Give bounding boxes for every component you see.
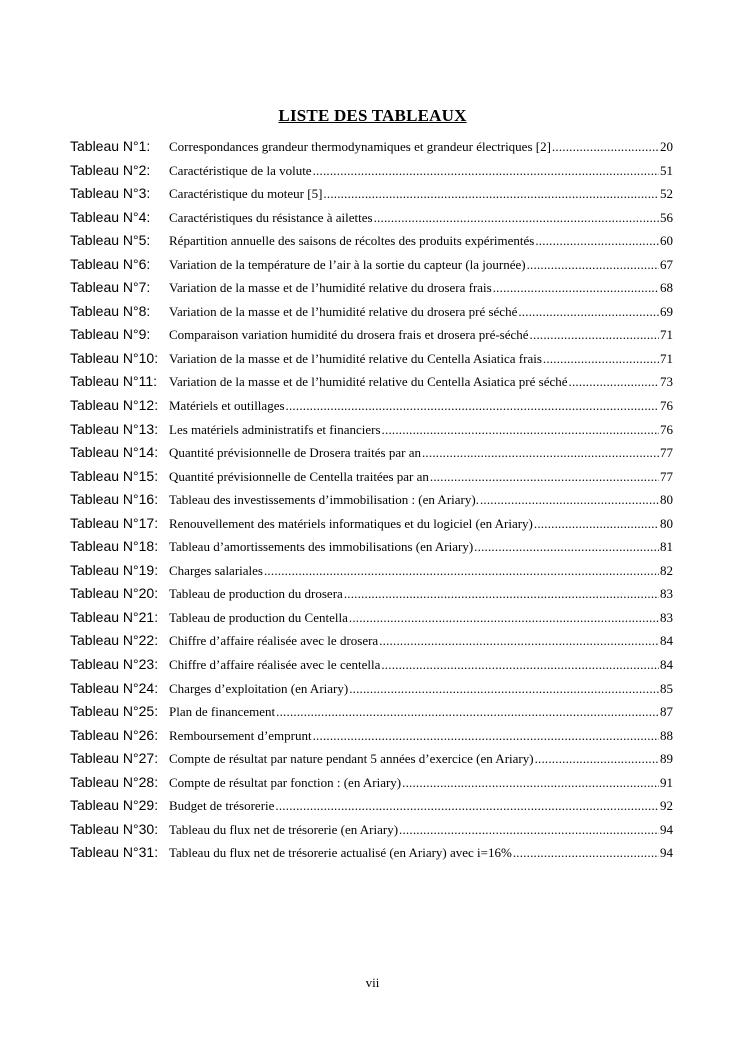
toc-entry (70, 538, 673, 562)
page-title: LISTE DES TABLEAUX (278, 106, 467, 125)
toc-entry-title: Tableau de production du Centella (169, 609, 348, 625)
toc-entry-page: 67 (660, 256, 673, 272)
page-number-footer: vii (365, 975, 380, 990)
toc-entry-body (169, 257, 673, 273)
toc-entry-page: 85 (660, 680, 673, 696)
toc-entry-label: Tableau N°2: (70, 161, 151, 178)
toc-entry-label: Tableau N°31: (70, 844, 159, 861)
toc-entry-page: 83 (660, 586, 673, 602)
toc-entry-body (169, 775, 673, 791)
toc-entry (70, 444, 673, 468)
dot-leader (344, 586, 659, 602)
toc-entry (70, 397, 673, 421)
dot-leader (313, 728, 659, 744)
dot-leader (535, 233, 659, 249)
toc-entry-title: Charges salariales (169, 562, 263, 578)
toc-entry-page: 77 (660, 468, 673, 484)
toc-entry-label: Tableau N°5: (70, 232, 151, 249)
dot-leader (379, 633, 659, 649)
toc-entry-title: Tableau du flux net de trésorerie actualisé (en Ariary) avec i=16% (169, 845, 512, 861)
toc-entry-page: 80 (660, 515, 673, 531)
toc-entry-body (169, 327, 673, 343)
toc-entry-page: 20 (660, 139, 673, 154)
toc-entry-page: 60 (660, 233, 673, 249)
toc-entry (70, 232, 673, 256)
toc-entry-title: Répartition annuelle des saisons de récoltes des produits expérimentés (169, 233, 535, 249)
toc-entry (70, 656, 673, 680)
toc-entry-label: Tableau N°24: (70, 679, 159, 696)
toc-entry-label: Tableau N°26: (70, 726, 159, 743)
toc-entry (70, 373, 673, 397)
table-of-tables (70, 138, 673, 868)
toc-entry-page: 76 (660, 421, 673, 437)
toc-entry-label: Tableau N°27: (70, 750, 159, 767)
toc-entry-body (169, 610, 673, 626)
toc-entry-label: Tableau N°4: (70, 208, 151, 225)
toc-entry-page: 81 (660, 539, 673, 555)
toc-entry-page: 87 (660, 704, 673, 720)
dot-leader (552, 139, 659, 155)
toc-entry-label: Tableau N°3: (70, 185, 151, 202)
toc-entry-label: Tableau N°21: (70, 608, 159, 625)
toc-entry-body (169, 751, 673, 767)
dot-leader (430, 469, 659, 485)
dot-leader (480, 492, 659, 508)
dot-leader (534, 516, 659, 532)
toc-entry-title: Renouvellement des matériels informatiques et du logiciel (en Ariary) (169, 515, 533, 531)
toc-entry-body (169, 233, 673, 249)
toc-entry (70, 138, 673, 162)
toc-entry-body (169, 586, 673, 602)
toc-entry (70, 797, 673, 821)
toc-entry (70, 680, 673, 704)
dot-leader (374, 210, 659, 226)
toc-entry-page: 71 (660, 350, 673, 366)
toc-entry-title: Budget de trésorerie (169, 798, 275, 814)
toc-entry-title: Tableau de production du drosera (169, 586, 343, 602)
toc-entry-title: Quantité prévisionnelle de Drosera traités par an (169, 445, 421, 461)
toc-entry-title: Compte de résultat par nature pendant 5 années d’exercice (en Ariary) (169, 751, 534, 767)
toc-entry-title: Quantité prévisionnelle de Centella traitées par an (169, 468, 429, 484)
toc-entry-page: 52 (660, 186, 673, 202)
dot-leader (323, 186, 659, 202)
toc-entry-page: 94 (660, 821, 673, 837)
dot-leader (402, 775, 659, 791)
toc-entry (70, 515, 673, 539)
toc-entry-title: Correspondances grandeur thermodynamiques et grandeur électriques [2] (169, 139, 551, 154)
toc-entry-body (169, 445, 673, 461)
toc-entry-label: Tableau N°15: (70, 467, 159, 484)
toc-entry-body (169, 539, 673, 555)
dot-leader (422, 445, 659, 461)
toc-entry-label: Tableau N°6: (70, 255, 151, 272)
toc-entry (70, 350, 673, 374)
dot-leader (543, 351, 659, 367)
toc-entry-body (169, 351, 673, 367)
toc-entry (70, 774, 673, 798)
toc-entry-title: Caractéristique de la volute (169, 162, 312, 178)
toc-entry-body (169, 139, 673, 155)
toc-entry-body (169, 657, 673, 673)
dot-leader (527, 257, 659, 273)
toc-entry (70, 468, 673, 492)
toc-entry-body (169, 728, 673, 744)
toc-entry-page: 91 (660, 774, 673, 790)
dot-leader (493, 280, 659, 296)
toc-entry-title: Variation de la température de l’air à la sortie du capteur (la journée) (169, 256, 526, 272)
toc-entry-title: Chiffre d’affaire réalisée avec le drosera (169, 633, 379, 649)
toc-entry-body (169, 374, 673, 390)
toc-entry-page: 51 (660, 162, 673, 178)
toc-entry-label: Tableau N°12: (70, 397, 159, 414)
toc-entry-label: Tableau N°29: (70, 797, 159, 814)
toc-entry (70, 821, 673, 845)
toc-entry-body (169, 210, 673, 226)
toc-entry-title: Tableau du flux net de trésorerie (en Ariary) (169, 821, 399, 837)
toc-entry-body (169, 681, 673, 697)
toc-entry-body (169, 280, 673, 296)
toc-entry (70, 209, 673, 233)
toc-entry-label: Tableau N°7: (70, 279, 151, 296)
toc-entry (70, 750, 673, 774)
toc-entry (70, 421, 673, 445)
toc-entry-title: Tableau des investissements d’immobilisation : (en Ariary). (169, 492, 479, 508)
toc-entry-body (169, 822, 673, 838)
toc-entry-page: 83 (660, 609, 673, 625)
toc-entry-body (169, 516, 673, 532)
toc-entry (70, 632, 673, 656)
toc-entry (70, 562, 673, 586)
toc-entry-label: Tableau N°25: (70, 703, 159, 720)
toc-entry-body (169, 186, 673, 202)
dot-leader (349, 681, 659, 697)
toc-entry-body (169, 492, 673, 508)
toc-entry-label: Tableau N°9: (70, 326, 151, 343)
toc-entry (70, 491, 673, 515)
toc-entry-page: 94 (660, 845, 673, 861)
toc-entry-label: Tableau N°13: (70, 420, 159, 437)
toc-entry-title: Variation de la masse et de l’humidité relative du drosera frais (169, 280, 492, 296)
dot-leader (569, 374, 659, 390)
toc-entry-body (169, 304, 673, 320)
toc-entry-title: Variation de la masse et de l’humidité relative du Centella Asiatica pré séché (169, 374, 568, 390)
toc-entry-page: 56 (660, 209, 673, 225)
toc-entry-title: Compte de résultat par fonction : (en Ariary) (169, 774, 402, 790)
toc-entry-title: Tableau d’amortissements des immobilisations (en Ariary) (169, 539, 474, 555)
toc-entry-page: 92 (660, 798, 673, 814)
dot-leader (349, 610, 659, 626)
toc-entry-title: Variation de la masse et de l’humidité relative du Centella Asiatica frais (169, 350, 542, 366)
toc-entry-body (169, 798, 673, 814)
dot-leader (286, 398, 659, 414)
toc-entry-body (169, 845, 673, 861)
toc-entry-page: 73 (660, 374, 673, 390)
toc-entry-label: Tableau N°11: (70, 373, 158, 390)
toc-entry-label: Tableau N°16: (70, 491, 159, 508)
toc-entry-label: Tableau N°30: (70, 820, 159, 837)
toc-entry-body (169, 422, 673, 438)
dot-leader (474, 539, 659, 555)
toc-entry (70, 279, 673, 303)
toc-entry-title: Variation de la masse et de l’humidité relative du drosera pré séché (169, 303, 518, 319)
toc-entry-label: Tableau N°28: (70, 773, 159, 790)
dot-leader (530, 327, 659, 343)
toc-entry (70, 162, 673, 186)
toc-entry-page: 84 (660, 633, 673, 649)
toc-entry (70, 256, 673, 280)
toc-entry (70, 585, 673, 609)
toc-entry-title: Caractéristiques du résistance à ailettes (169, 209, 373, 225)
toc-entry-label: Tableau N°10: (70, 349, 159, 366)
toc-entry (70, 844, 673, 868)
toc-entry-page: 68 (660, 280, 673, 296)
toc-entry-title: Caractéristique du moteur [5] (169, 186, 323, 202)
dot-leader (535, 751, 659, 767)
toc-entry-label: Tableau N°8: (70, 302, 151, 319)
toc-entry-page: 71 (660, 327, 673, 343)
toc-entry-page: 76 (660, 398, 673, 414)
toc-entry-label: Tableau N°20: (70, 585, 159, 602)
toc-entry-label: Tableau N°17: (70, 514, 159, 531)
toc-entry (70, 609, 673, 633)
dot-leader (276, 704, 659, 720)
toc-entry-page: 88 (660, 727, 673, 743)
toc-entry (70, 703, 673, 727)
toc-entry-body (169, 398, 673, 414)
toc-entry-page: 69 (660, 303, 673, 319)
dot-leader (382, 422, 659, 438)
toc-entry-page: 84 (660, 657, 673, 673)
dot-leader (264, 563, 659, 579)
toc-entry-title: Chiffre d’affaire réalisée avec le centella (169, 657, 381, 673)
toc-entry-label: Tableau N°23: (70, 656, 159, 673)
toc-entry (70, 326, 673, 350)
toc-entry-body (169, 633, 673, 649)
dot-leader (518, 304, 659, 320)
toc-entry-body (169, 469, 673, 485)
toc-entry-title: Plan de financement (169, 704, 276, 720)
dot-leader (513, 845, 659, 861)
toc-entry-body (169, 704, 673, 720)
dot-leader (399, 822, 659, 838)
toc-entry-title: Comparaison variation humidité du drosera frais et drosera pré-séché (169, 327, 529, 343)
toc-entry (70, 303, 673, 327)
toc-entry-body (169, 563, 673, 579)
toc-entry-title: Remboursement d’emprunt (169, 727, 312, 743)
dot-leader (313, 163, 659, 179)
toc-entry-page: 80 (660, 492, 673, 508)
dot-leader (275, 798, 659, 814)
toc-entry-page: 82 (660, 562, 673, 578)
toc-entry-title: Les matériels administratifs et financiers (169, 421, 381, 437)
toc-entry-title: Matériels et outillages (169, 398, 285, 414)
toc-entry-label: Tableau N°14: (70, 444, 159, 461)
toc-entry-page: 89 (660, 751, 673, 767)
toc-entry (70, 185, 673, 209)
toc-entry (70, 727, 673, 751)
toc-entry-page: 77 (660, 445, 673, 461)
toc-entry-label: Tableau N°18: (70, 538, 159, 555)
toc-entry-body (169, 163, 673, 179)
toc-entry-label: Tableau N°19: (70, 561, 159, 578)
dot-leader (381, 657, 659, 673)
toc-entry-label: Tableau N°22: (70, 632, 159, 649)
toc-entry-title: Charges d’exploitation (en Ariary) (169, 680, 349, 696)
toc-entry-label: Tableau N°1: (70, 138, 151, 154)
